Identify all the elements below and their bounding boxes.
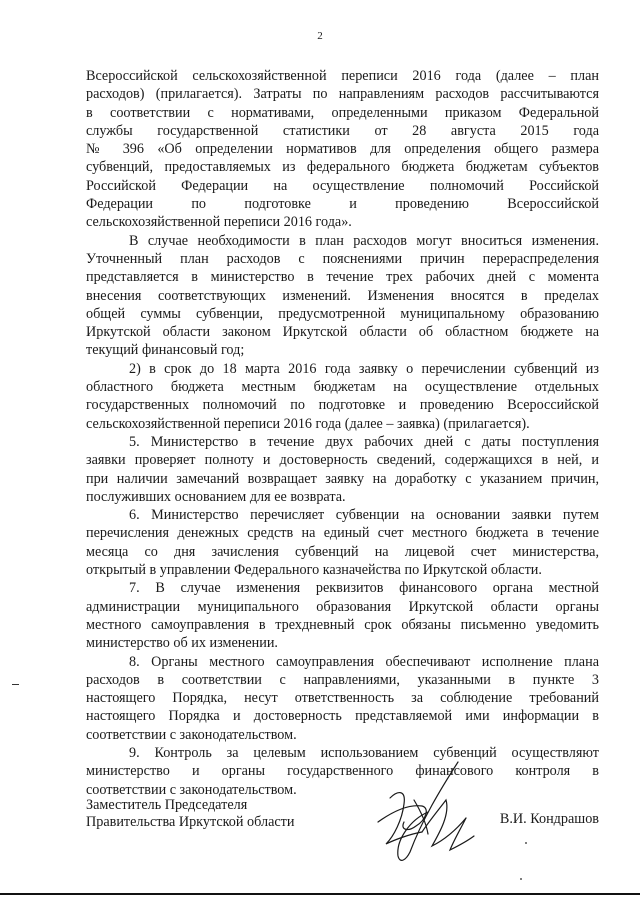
text-line: 2) в срок до 18 марта 2016 года заявку о перечислении субвенций из: [129, 360, 599, 377]
text-line: государственных полномочий по подготовке и проведению Всероссийской: [86, 397, 599, 414]
text-line: субвенций, предоставляемых из федерального бюджета бюджетам субъектов: [86, 159, 599, 176]
text-line: министерство и органы государственного финансового контроля в: [86, 763, 599, 780]
text-line: службы государственной статистики от 28 августа 2015 года: [86, 122, 599, 139]
text-line: настоящего Порядка, несут ответственность за соблюдение требований: [86, 690, 599, 707]
text-line: Иркутской области законом Иркутской области об областном бюджете на: [86, 324, 599, 341]
text-line: заявки проверяет полноту и достоверность сведений, содержащихся в ней, и: [86, 452, 599, 469]
text-line: № 396 «Об определении нормативов для определения общего размера: [86, 141, 599, 158]
margin-mark: [12, 684, 19, 685]
position-line-1: Заместитель Председателя: [86, 797, 248, 813]
text-line: 7. В случае изменения реквизитов финансового органа местной: [129, 580, 599, 597]
scan-speck: [520, 878, 522, 880]
text-line: соответствии с законодательством.: [86, 726, 297, 743]
text-line: расходов в соответствии с направлениями, указанными в пункте 3: [86, 671, 599, 688]
text-line: Уточненный план расходов с пояснениями причин перераспределения: [86, 250, 599, 267]
text-line: областного бюджета местным бюджетам на осуществление отдельных: [86, 379, 599, 396]
text-line: представляется в министерство в течение трех рабочих дней с момента: [86, 269, 599, 286]
text-line: В случае необходимости в план расходов могут вноситься изменения.: [129, 232, 599, 249]
signatory-position: [86, 797, 294, 831]
text-line: министерство об их изменении.: [86, 635, 278, 652]
text-line: соответствии с законодательством.: [86, 781, 297, 798]
page-number: 2: [317, 30, 323, 42]
text-line: 9. Контроль за целевым использованием субвенций осуществляют: [129, 744, 599, 761]
document-body: [86, 67, 599, 799]
text-line: 5. Министерство в течение двух рабочих дней с даты поступления: [129, 433, 599, 450]
text-line: Федерации по подготовке и проведению Всероссийской: [86, 196, 599, 213]
text-line: администрации муниципального образования Иркутской области органы: [86, 598, 599, 615]
page-bottom-edge: [0, 893, 640, 895]
text-line: Всероссийской сельскохозяйственной переписи 2016 года (далее – план: [86, 68, 599, 84]
text-line: перечисления денежных средств на единый счет местного бюджета в течение: [86, 525, 599, 542]
text-line: послуживших основанием для ее возврата.: [86, 488, 346, 505]
scan-speck: [525, 842, 527, 844]
text-line: сельскохозяйственной переписи 2016 года (далее – заявка) (прилагается).: [86, 415, 530, 432]
text-line: при наличии замечаний возвращает заявку на доработку с указанием причин,: [86, 470, 599, 487]
text-line: месяца со дня зачисления субвенций на лицевой счет министерства,: [86, 543, 599, 560]
text-line: Российской Федерации на осуществление полномочий Российской: [86, 177, 599, 194]
text-line: общей суммы субвенции, предусмотренной муниципальному образованию: [86, 305, 599, 322]
text-line: текущий финансовый год;: [86, 342, 245, 359]
text-line: местного самоуправления в трехдневный срок обязаны письменно уведомить: [86, 616, 599, 633]
text-line: открытый в управлении Федерального казначейства по Иркутской области.: [86, 562, 542, 579]
text-line: 6. Министерство перечисляет субвенции на основании заявки путем: [129, 507, 599, 524]
text-line: 8. Органы местного самоуправления обеспечивают исполнение плана: [129, 653, 599, 670]
text-line: внесения соответствующих изменений. Изменения вносятся в пределах: [86, 287, 599, 304]
position-line-2: Правительства Иркутской области: [86, 814, 295, 830]
signatory-name: В.И. Кондрашов: [499, 811, 599, 827]
handwritten-signature: [370, 760, 480, 865]
text-line: сельскохозяйственной переписи 2016 года».: [86, 214, 352, 231]
text-line: расходов) (прилагается). Затраты по направлениям расходов рассчитываются: [86, 86, 599, 103]
text-line: в соответствии с нормативами, определенными приказом Федеральной: [86, 104, 599, 121]
text-line: настоящего Порядка и достоверность представляемой ими информации в: [86, 708, 599, 725]
